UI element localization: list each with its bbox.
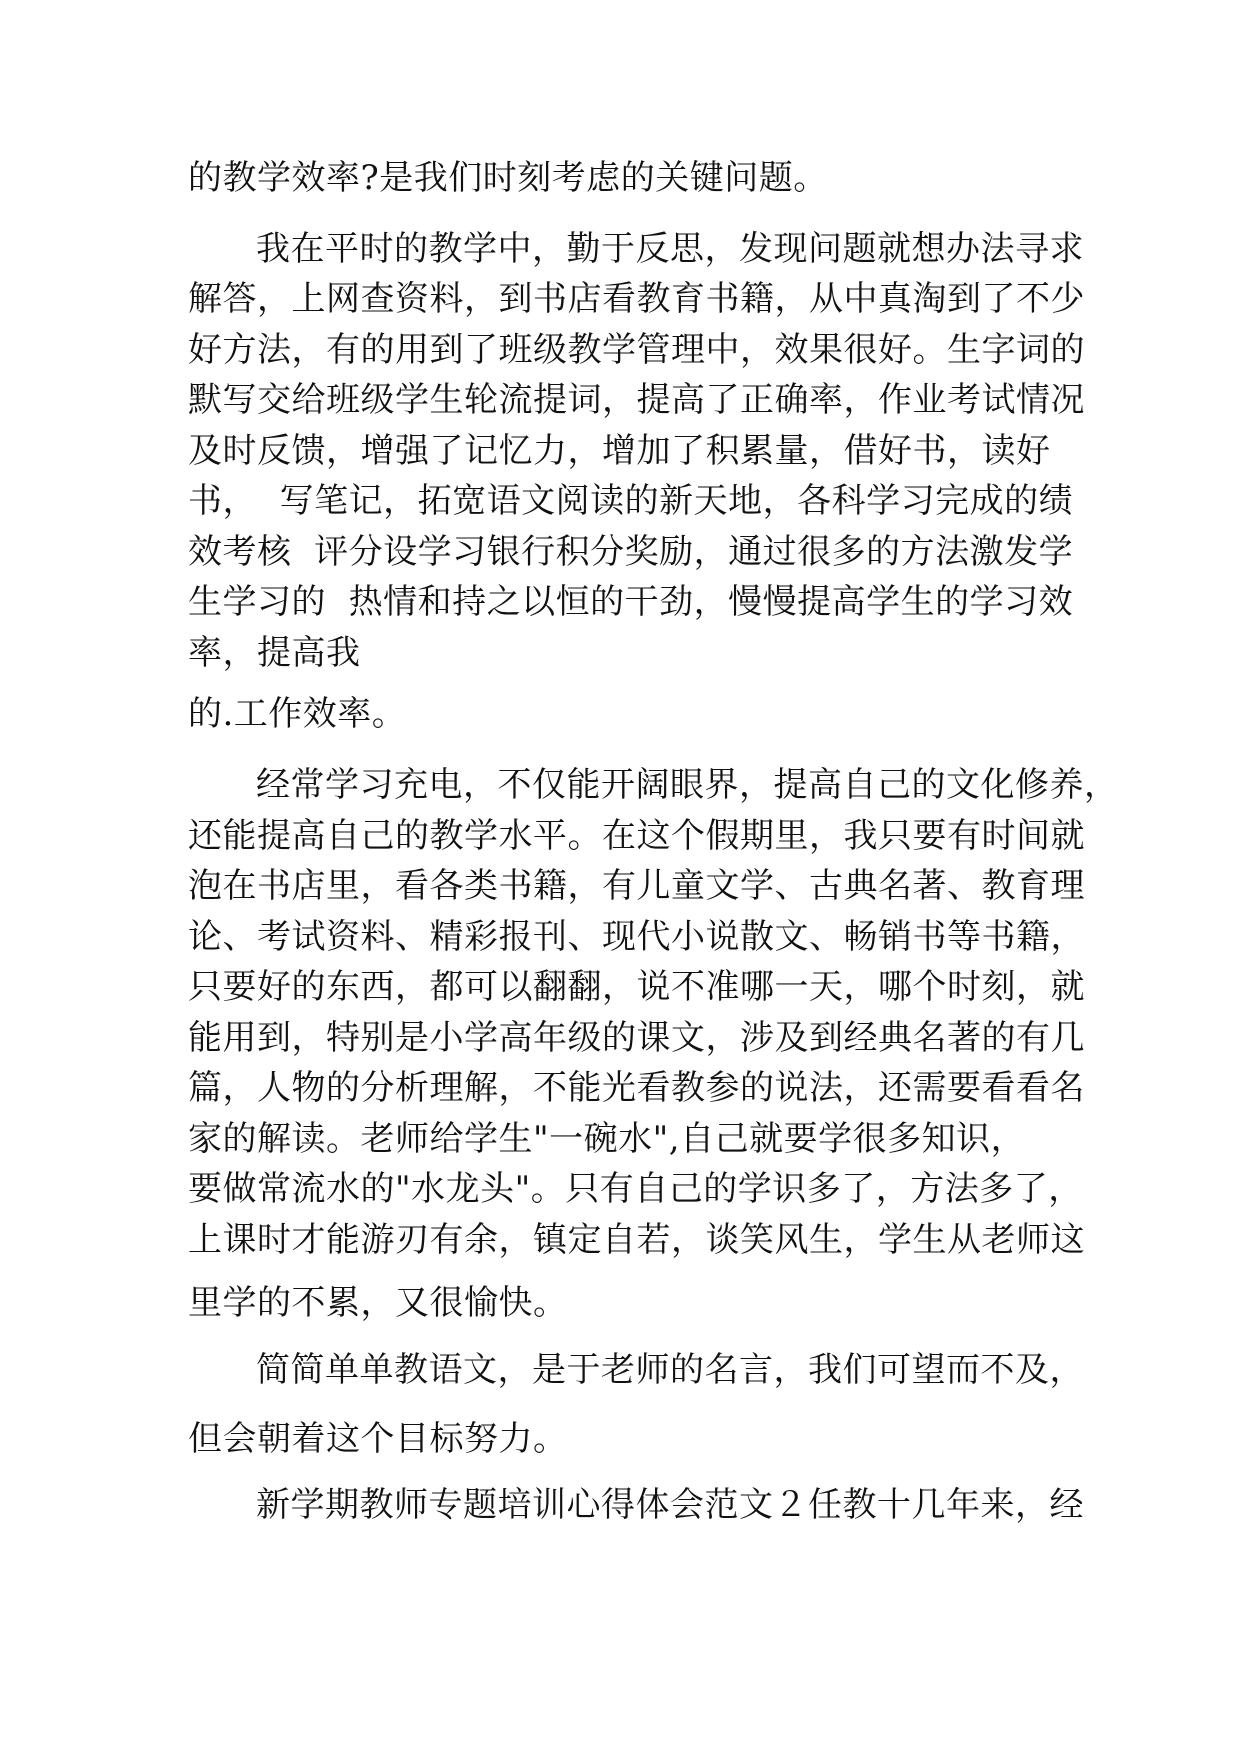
text-line: 论、考试资料、精彩报刊、现代小说散文、畅销书等书籍， bbox=[188, 917, 1085, 957]
text-line: 率，提高我 bbox=[188, 633, 361, 673]
text-line: 篇，人物的分析理解，不能光看教参的说法，还需要看看名 bbox=[188, 1068, 1085, 1108]
text-line: 只要好的东西，都可以翻翻，说不准哪一天，哪个时刻，就 bbox=[188, 967, 1085, 1007]
text-line: 效考核 评分设学习银行积分奖励，通过很多的方法激发学 bbox=[188, 532, 1074, 572]
text-line: 生学习的 热情和持之以恒的干劲，慢慢提高学生的学习效 bbox=[188, 582, 1074, 622]
text-line: 里学的不累，又很愉快。 bbox=[188, 1283, 568, 1323]
text-line: 泡在书店里，看各类书籍，有儿童文学、古典名著、教育理 bbox=[188, 866, 1085, 906]
text-line: 要做常流水的"水龙头"。只有自己的学识多了，方法多了， bbox=[188, 1169, 1083, 1209]
text-line: 解答，上网查资料，到书店看教育书籍，从中真淘到了不少 bbox=[188, 279, 1085, 319]
text-line: 但会朝着这个目标努力。 bbox=[188, 1419, 568, 1459]
paragraph-start-line: 新学期教师专题培训心得体会范文２任教十几年来，经 bbox=[256, 1485, 1084, 1525]
text-line: 能用到，特别是小学高年级的课文，涉及到经典名著的有几 bbox=[188, 1018, 1085, 1058]
paragraph-start-line: 我在平时的教学中，勤于反思，发现问题就想办法寻求 bbox=[256, 229, 1084, 269]
text-line: 书， 写笔记，拓宽语文阅读的新天地，各科学习完成的绩 bbox=[188, 481, 1074, 521]
paragraph-start-line: 简简单单教语文，是于老师的名言，我们可望而不及， bbox=[256, 1350, 1084, 1390]
text-line: 还能提高自己的教学水平。在这个假期里，我只要有时间就 bbox=[188, 816, 1085, 856]
text-line: 上课时才能游刃有余，镇定自若，谈笑风生，学生从老师这 bbox=[188, 1220, 1085, 1260]
text-line: 好方法，有的用到了班级教学管理中，效果很好。生字词的 bbox=[188, 330, 1085, 370]
text-line: 家的解读。老师给学生"一碗水",自己就要学很多知识， bbox=[188, 1119, 1026, 1159]
text-line: 的.工作效率。 bbox=[188, 694, 407, 734]
text-line: 默写交给班级学生轮流提词，提高了正确率，作业考试情况 bbox=[188, 380, 1085, 420]
text-line: 及时反馈，增强了记忆力，增加了积累量，借好书，读好 bbox=[188, 431, 1051, 471]
text-line: 的教学效率?是我们时刻考虑的关键问题。 bbox=[188, 158, 828, 198]
paragraph-start-line: 经常学习充电，不仅能开阔眼界，提高自己的文化修养， bbox=[256, 765, 1119, 805]
